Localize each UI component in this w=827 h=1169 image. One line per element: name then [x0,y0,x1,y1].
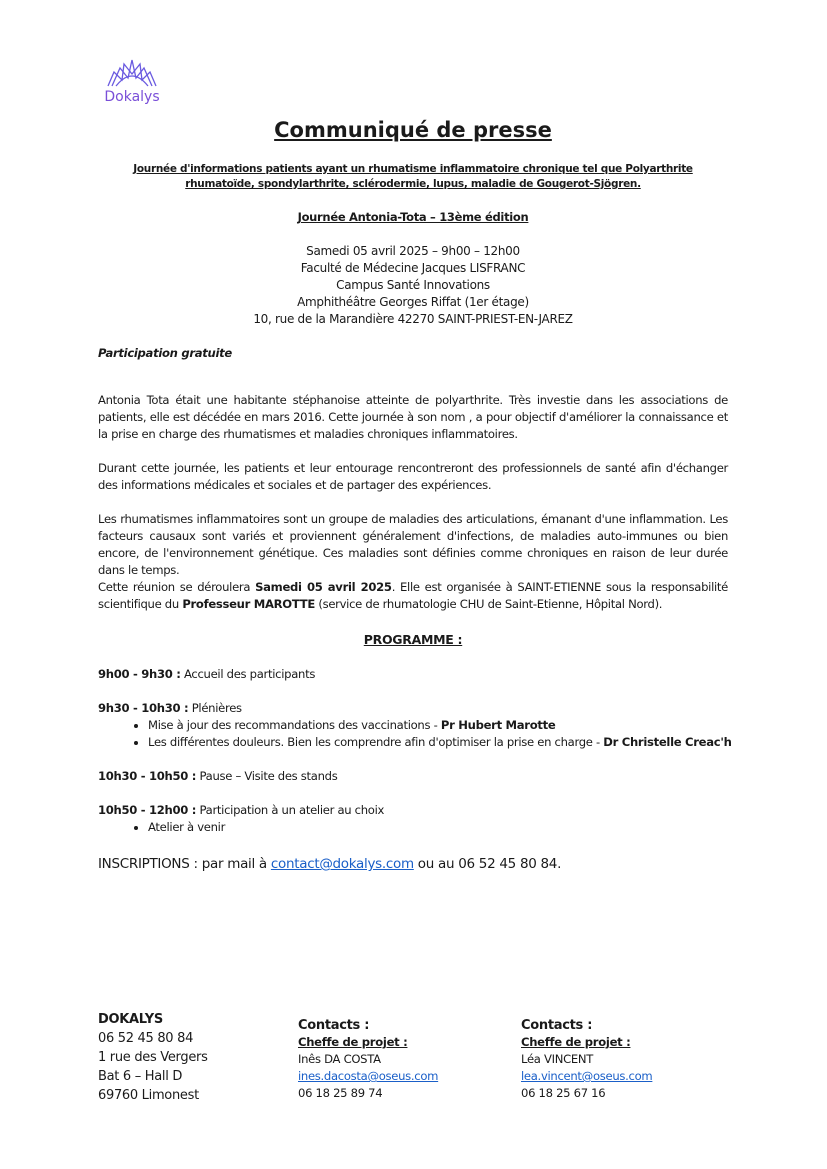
paragraph: Les rhumatismes inflammatoires sont un groupe de maladies des articulations, émanant d'une inflammation. Les facteurs causaux sont variés et proviennent généralement d'infections, de maladies auto-immunes ou bien encore, de l'environnement génétique. Ces maladies sont définies comme chroniques en raison de leur durée dans le temps. [98,512,728,577]
subtitle: Journée d'informations patients ayant un rhumatisme inflammatoire chronique tel que Polyarthrite rhumatoïde, spondylarthrite, sclérodermie, lupus, maladie de Gougerot-Sjögren. [133,163,693,190]
contact-email-link[interactable]: lea.vincent@oseus.com [521,1069,653,1083]
logo-text: Dokalys [104,89,160,105]
list-item: • Mise à jour des recommandations des vaccinations - Pr Hubert Marotte [148,717,738,734]
contact-email-link[interactable]: ines.dacosta@oseus.com [298,1069,439,1083]
programme-slot: 10h30 - 10h50 : Pause – Visite des stands [98,769,338,783]
event-date: Samedi 05 avril 2025 – 9h00 – 12h00 [306,244,520,258]
paragraph: Antonia Tota était une habitante stéphanoise atteinte de polyarthrite. Très investie dans les associations de patients, elle est décédée en mars 2016. Cette journée à son nom , a pour objectif d'améliorer la connaissance et la prise en charge des rhumatismes et maladies chroniques inflammatoires. [98,393,728,441]
event-venue: Faculté de Médecine Jacques LISFRANC [300,261,526,275]
company-info: DOKALYS 06 52 45 80 84 1 rue des Vergers Bat 6 – Hall D 69760 Limonest [98,1012,208,1103]
programme-title: PROGRAMME : [363,632,463,647]
programme-slot: 9h00 - 9h30 : Accueil des participants [98,667,316,681]
dokalys-logo [100,58,164,105]
event-details [98,243,728,328]
event-room: Amphithéâtre Georges Riffat (1er étage) [297,295,529,309]
list-item: • Atelier à venir [148,819,738,836]
contact-block: Contacts : Cheffe de projet : Inês DA COSTA ines.dacosta@oseus.com 06 18 25 89 74 [298,1018,439,1100]
paragraph: Cette réunion se déroulera Samedi 05 avril 2025. Elle est organisée à SAINT-ETIENNE sous la responsabilité scientifique du Professeur MAROTTE (service de rhumatologie CHU de Saint-Etienne, Hôpital Nord). [98,580,728,611]
edition-title: Journée Antonia-Tota – 13ème édition [297,210,529,224]
participation-note: Participation gratuite [98,346,232,360]
inscriptions: INSCRIPTIONS : par mail à contact@dokalys.com ou au 06 52 45 80 84. [98,856,562,872]
programme-slot: 10h50 - 12h00 : Participation à un atelier au choix • Atelier à venir [98,802,738,836]
list-item: • Les différentes douleurs. Bien les comprendre afin d'optimiser la prise en charge - Dr Christelle Creac'h [148,734,738,751]
contact-block: Contacts : Cheffe de projet : Léa VINCENT lea.vincent@oseus.com 06 18 25 67 16 [521,1018,653,1100]
event-address: 10, rue de la Marandière 42270 SAINT-PRIEST-EN-JAREZ [253,312,573,326]
paragraph: Durant cette journée, les patients et leur entourage rencontreront des professionnels de santé afin d'échanger des informations médicales et sociales et de partager des expériences. [98,461,728,492]
contact-email-link[interactable]: contact@dokalys.com [270,856,414,872]
logo-mandala-icon [104,58,160,88]
event-campus: Campus Santé Innovations [336,278,490,292]
programme-slot: 9h30 - 10h30 : Plénières • Mise à jour des recommandations des vaccinations - Pr Hubert Marotte • Les différentes douleurs. Bien les comprendre afin d'optimiser la prise en charge - Dr Christelle Creac'h [98,700,738,751]
page-title: Communiqué de presse [274,118,552,142]
